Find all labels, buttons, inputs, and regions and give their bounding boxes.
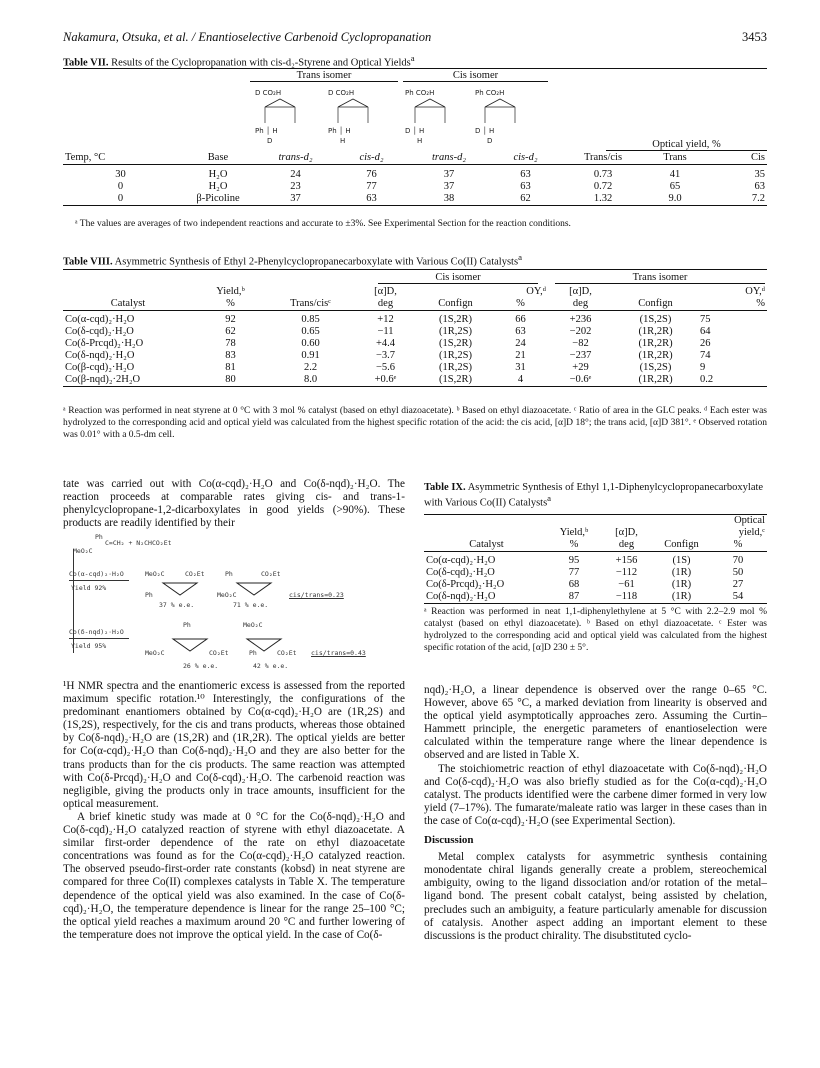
table-row: Co(α-cqd)₂·H₂O 95 +156 (1S) 70 — [426, 555, 744, 566]
table-row: Co(δ-nqd)₂·H₂O 83 0.91 −3.7 (1R,2S) 21 −237 (1R,2R) 74 — [65, 350, 711, 361]
svg-text:D: D — [487, 137, 493, 145]
running-header — [63, 30, 767, 45]
right-column — [424, 684, 767, 943]
reaction-scheme: Ph C=CH₂ + N₂CHCO₂Et MeO₂C Co(α-cqd)₂·H₂O Yield 92% MeO₂C CO₂Et Ph CO₂Et Ph MeO₂C cis/trans=0.23 37 % e.e. 71 % e.e. Co(δ-nqd)₂·H₂O Yield 95% Ph MeO₂C MeO₂C CO₂Et Ph CO₂Et cis/trans=0.43 26 % e.e. 42 % e.e. — [69, 533, 366, 670]
table7 — [63, 152, 767, 208]
paragraph: tate was carried out with Co(α-cqd)₂·H₂O and Co(δ-nqd)₂·H₂O. The reaction proceeds at comparable rates giving cis- and trans-1-phenylcyclopropane-1,2-dicarboxylates in good yields (>90%). These products are readily identified by their — [63, 478, 405, 530]
table-row: 0 H₂O 23 77 37 63 0.72 65 63 — [117, 181, 765, 192]
table8-group-cis: Cis isomer — [378, 272, 538, 284]
paragraph: Metal complex catalysts for asymmetric synthesis containing monodentate chiral ligands generally create a problem, stereochemical ambiguity, owing to the ligand dissociation and/or rotation of the metal–ligand bond. The present cobalt catalyst, being assisted by chelation, precludes such an ambiguity, a feature particularly amenable for discussion of catalysis. Another aspect adding an important element to these discussions is the product chirality. The disubstituted cyclo- — [424, 851, 767, 942]
svg-text:Ph │ H: Ph │ H — [255, 127, 278, 135]
svg-text:D: D — [267, 137, 273, 145]
arrow-icon — [69, 580, 129, 581]
svg-text:H: H — [340, 137, 346, 145]
section-heading: Discussion — [424, 834, 474, 847]
table-row: Co(β-cqd)₂·H₂O 81 2.2 −5.6 (1R,2S) 31 +29 (1S,2S) 9 — [65, 362, 706, 373]
table-row: Co(β-nqd)₂·2H₂O 80 8.0 +0.6ᵉ (1S,2R) 4 −0.6ᵉ (1R,2R) 0.2 — [65, 374, 714, 385]
table7-group-trans: Trans isomer — [250, 70, 398, 82]
table9-header-row: Optical — [734, 515, 765, 526]
table8-top-rule — [63, 269, 767, 270]
paragraph: A brief kinetic study was made at 0 °C for the Co(δ-nqd)₂·H₂O and Co(δ-cqd)₂·H₂O catalyzed reaction of styrene with ethyl diazoacetate. A similar first-order dependence of the rate on ethyl diazoacetate concentrations was found as for the Co(α-cqd)₂·H₂O catalyzed reaction. The observed pseudo-first-order rate constants (kobsd) in neat styrene are compared for three Co(II) complexes catalysts in Table X. The temperature dependence of the optical yield was also examined. In the case of Co(δ-cqd)₂·H₂O, the temperature dependence is linear for the range 25–100 °C; the optical yield reaches a maximum around 20 °C and further lowering of the temperature does not improve the optical yield. In the case of Co(δ- — [63, 810, 405, 941]
left-column-bottom — [63, 680, 405, 942]
arrow-icon — [69, 638, 129, 639]
table9-header-row: Yield,ᵇ [α]D, yield,ᶜ — [559, 527, 765, 538]
paragraph: ¹H NMR spectra and the enantiomeric excess is assessed from the reported maximum specific rotation.¹⁰ Interestingly, the configurations of the predominant enantiomers obtained by Co(α-cqd)₂·H₂O are (1R,2S) and (1S,2S), respectively, for the cis and trans products, whereas those obtained by Co(δ-nqd)₂·H₂O are (1S,2R) and (1R,2R). The optical yields are better for Co(α-cqd)₂·H₂O than Co(δ-nqd)₂·H₂O and they are also better for the trans products than for the cis products. The same reaction was attempted with Co(δ-Prcqd)₂·H₂O and Co(δ-cqd)₂·H₂O. The carbenoid reaction was negligible, giving the products only in trace amounts, insufficient for the optical measurement. — [63, 680, 405, 810]
table8-header-row: Catalyst % Trans/cisᶜ deg Confign % deg Confign % — [110, 298, 765, 309]
table9-footnote: ᵃ Reaction was performed in neat 1,1-diphenylethylene at 5 °C with 2.2–2.9 mol % catalyst (based on ethyl diazoacetate). ᵇ Based on ethyl diazoacetate. ᶜ Ester was hydrolyzed to the corresponding acid and optical yield was calculated from the highest specific rotation of the acid, [α]D 230 ± 5°. — [424, 607, 767, 653]
cyclopropane-structures-icon — [250, 85, 550, 157]
table7-caption: Table VII. Results of the Cyclopropanation with cis-d₂-Styrene and Optical Yields$^a$ — [63, 53, 415, 69]
table7-header-row: Temp, °C Base trans-d₂ cis-d₂ trans-d₂ cis-d₂ Trans/cis Trans Cis — [65, 152, 765, 163]
table9-caption: Table IX. Asymmetric Synthesis of Ethyl 1,1-Diphenylcyclopropanecarboxylate with Various Co(II) Catalysts$^a$ — [424, 482, 764, 509]
svg-text:Ph CO₂H: Ph CO₂H — [475, 89, 505, 97]
table-row: Co(δ-Prcqd)₂·H₂O 68 −61 (1R) 27 — [426, 579, 744, 590]
table8-group-trans: Trans isomer — [555, 272, 765, 284]
paragraph: The stoichiometric reaction of ethyl diazoacetate with Co(δ-nqd)₂·H₂O and Co(δ-cqd)₂·H₂O was also briefly studied as for the Co(α-cqd)₂·H₂O catalyst. The products identified were the carbene dimer formed in very low yield (7–17%). The fumarate/maleate ratio was larger in these cases than in the case of Co(α-cqd)₂·H₂O (see Experimental Section). — [424, 762, 767, 827]
table-row: Co(δ-Prcqd)₂·H₂O 78 0.60 +4.4 (1S,2R) 24 −82 (1R,2R) 26 — [65, 338, 711, 349]
table7-structures — [250, 85, 550, 157]
table-row: 0 β-Picoline 37 63 38 62 1.32 9.0 7.2 — [117, 193, 765, 204]
table7-group-cis: Cis isomer — [403, 70, 548, 82]
table-row: Co(α-cqd)₂·H₂O 92 0.85 +12 (1S,2R) 66 +236 (1S,2S) 75 — [65, 314, 711, 325]
page-number: 3453 — [742, 30, 767, 44]
svg-text:D CO₂H: D CO₂H — [328, 89, 355, 97]
left-column-top — [63, 478, 405, 530]
running-title: Nakamura, Otsuka, et al. / Enantioselective Carbenoid Cyclopropanation — [63, 30, 432, 44]
table8-footnote: ᵃ Reaction was performed in neat styrene at 0 °C with 3 mol % catalyst (based on ethyl diazoacetate). ᵇ Based on ethyl diazoacetate. ᶜ Ratio of area in the GLC peaks. ᵈ Each ester was hydrolyzed to the corresponding acid and optical yield was calculated from the highest specific rotation of the acid: the cis acid, [α]D 18°; the trans acid, [α]D 381°. ᵉ Observed rotation was 0.01° with a 0.5-dm cell. — [63, 406, 767, 440]
table9 — [424, 514, 767, 606]
paragraph: nqd)₂·H₂O, a linear dependence is observed over the range 0–65 °C. However, above 65 °C, a marked deviation from linearity is observed and the optical yield asymptotically approaches zero. Assuming the Curtin–Hammett principle, the energetic parameters of enantioselection were calculated within the temperature range where the linear dependence is observed and are listed in Table X. — [424, 684, 767, 762]
svg-text:D │ H: D │ H — [405, 127, 425, 135]
svg-text:H: H — [417, 137, 423, 145]
svg-text:Ph │ H: Ph │ H — [328, 127, 351, 135]
table-row: Co(δ-nqd)₂·H₂O 87 −118 (1R) 54 — [426, 591, 744, 602]
table8-caption: Table VIII. Asymmetric Synthesis of Ethyl 2-Phenylcyclopropanecarboxylate with Various Co(II) Catalysts$^a$ — [63, 252, 522, 268]
table-row: 30 H₂O 24 76 37 63 0.73 41 35 — [115, 169, 765, 180]
table7-top-rule — [63, 68, 767, 69]
table7-optical-yield-head: Optical yield, % — [606, 139, 767, 151]
cyclopropane-icon — [167, 633, 327, 655]
table7-footnote: ᵃ The values are averages of two independent reactions and accurate to ±3%. See Experimental Section for the reaction conditions. — [75, 219, 571, 229]
table-row: Co(δ-cqd)₂·H₂O 62 0.65 −11 (1R,2S) 63 −202 (1R,2R) 64 — [65, 326, 711, 337]
svg-text:D │ H: D │ H — [475, 127, 495, 135]
svg-text:Ph CO₂H: Ph CO₂H — [405, 89, 435, 97]
table8 — [63, 286, 767, 389]
table9-header-row: Catalyst % deg Confign % — [469, 539, 743, 550]
table8-header-row: Yield,ᵇ [α]D, OY,ᵈ [α]D, OY,ᵈ — [216, 286, 765, 297]
svg-text:D CO₂H: D CO₂H — [255, 89, 282, 97]
table-row: Co(δ-cqd)₂·H₂O 77 −112 (1R) 50 — [426, 567, 744, 578]
